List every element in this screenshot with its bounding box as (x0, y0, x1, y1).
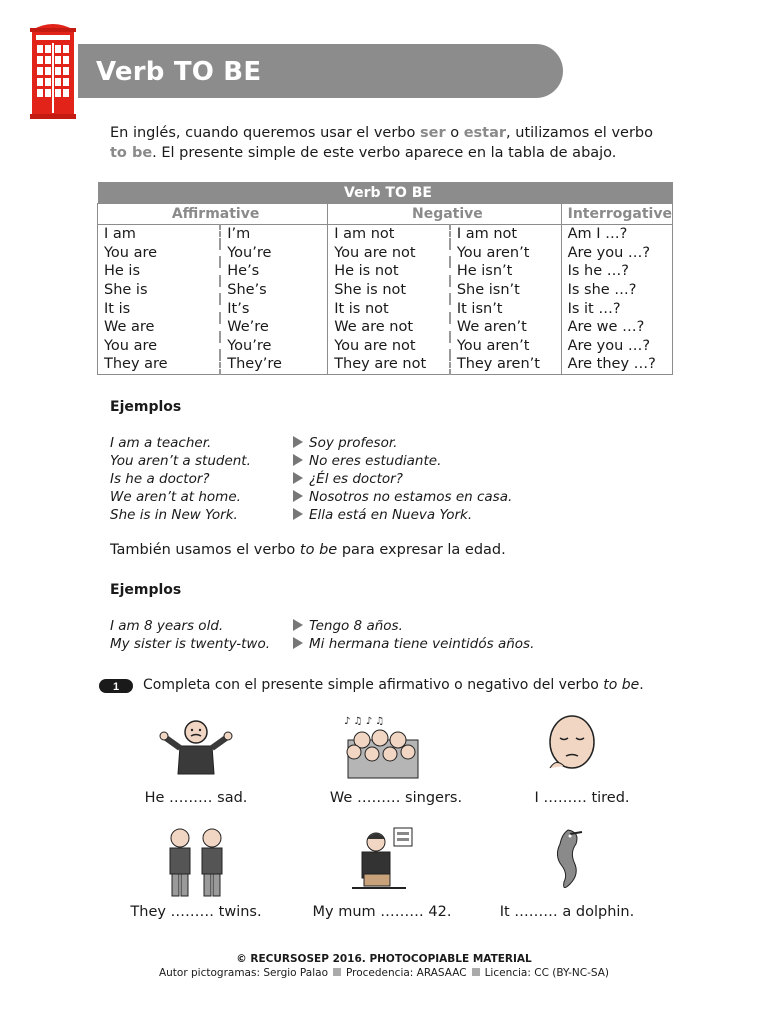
cell-interrogative: Are they …? (561, 355, 672, 374)
example-english: I am 8 years old. (110, 618, 224, 634)
cell-affirmative-short: You’re (220, 244, 327, 263)
verb-to-be-table (97, 182, 673, 375)
cell-negative-full: They are not (328, 355, 450, 374)
example-spanish-row (293, 488, 512, 506)
example-spanish-row (293, 635, 534, 653)
example-spanish: ¿Él es doctor? (309, 471, 403, 487)
cell-negative-short: She isn’t (450, 281, 561, 300)
example-spanish: No eres estudiante. (309, 453, 442, 469)
cell-negative-full: You are not (328, 244, 450, 263)
cell-interrogative: Is he …? (561, 262, 672, 281)
intro-text: En inglés, cuando queremos usar el verbo (110, 125, 420, 141)
credit-license: Licencia: CC (BY-NC-SA) (484, 967, 610, 979)
intro-text: . El presente simple de este verbo aparece en la tabla de abajo. (152, 145, 617, 161)
birthday-woman-icon (350, 826, 416, 894)
cell-affirmative-short: They’re (220, 355, 327, 374)
table-row (98, 225, 673, 244)
cell-negative-full: It is not (328, 299, 450, 318)
cell-affirmative-short: It’s (220, 299, 327, 318)
table-body (98, 225, 673, 375)
cell-affirmative-full: We are (98, 318, 221, 337)
table-row (98, 337, 673, 356)
cell-affirmative-full: She is (98, 281, 221, 300)
header-negative: Negative (328, 204, 561, 225)
exercise-caption: They ……… twins. (130, 904, 262, 920)
cell-negative-full: You are not (328, 337, 450, 356)
cell-negative-short: It isn’t (450, 299, 561, 318)
instruction-text: Completa con el presente simple afirmativo o negativo del verbo (143, 677, 604, 693)
cell-negative-short: I am not (450, 225, 561, 244)
cell-affirmative-short: I’m (220, 225, 327, 244)
tired-face-icon (540, 712, 604, 778)
copyright-line: © RECURSOSEP 2016. PHOTOCOPIABLE MATERIAL (236, 953, 532, 965)
example-english: She is in New York. (110, 507, 238, 523)
example-english: I am a teacher. (110, 435, 212, 451)
examples-heading: Ejemplos (110, 399, 182, 415)
sad-man-icon (158, 718, 234, 778)
cell-negative-full: I am not (328, 225, 450, 244)
cell-affirmative-full: It is (98, 299, 221, 318)
exercise-caption: We ……… singers. (329, 790, 463, 806)
cell-negative-full: We are not (328, 318, 450, 337)
cell-interrogative: Are we …? (561, 318, 672, 337)
example-spanish-row (293, 506, 472, 524)
age-note-text: También usamos el verbo (110, 542, 300, 558)
intro-text: o (445, 125, 464, 141)
example-spanish-row (293, 617, 403, 635)
cell-affirmative-full: He is (98, 262, 221, 281)
cell-affirmative-short: You’re (220, 337, 327, 356)
example-spanish-row (293, 434, 397, 452)
cell-affirmative-full: They are (98, 355, 221, 374)
table-row (98, 355, 673, 374)
instruction-text: . (639, 677, 644, 693)
cell-interrogative: Are you …? (561, 244, 672, 263)
header-affirmative: Affirmative (98, 204, 328, 225)
separator-square (333, 968, 341, 976)
twins-icon (162, 826, 232, 898)
exercise-instruction (143, 677, 644, 693)
cell-negative-short: You aren’t (450, 244, 561, 263)
cell-interrogative: Is she …? (561, 281, 672, 300)
exercise-number: 1 (112, 681, 120, 693)
instruction-verb: to be (603, 677, 640, 693)
separator-square (472, 968, 480, 976)
exercise-number-badge (99, 679, 133, 693)
table-row (98, 281, 673, 300)
page-title: Verb TO BE (96, 57, 262, 87)
cell-negative-full: She is not (328, 281, 450, 300)
arrow-right-icon (293, 472, 303, 484)
cell-affirmative-full: You are (98, 244, 221, 263)
intro-text: , utilizamos el verbo (506, 125, 653, 141)
table-row (98, 244, 673, 263)
table-row (98, 318, 673, 337)
examples-heading: Ejemplos (110, 582, 182, 598)
example-spanish: Tengo 8 años. (309, 618, 403, 634)
arrow-right-icon (293, 454, 303, 466)
credit-source: Procedencia: ARASAAC (346, 967, 467, 979)
keyword-to-be: to be (110, 145, 153, 161)
age-note (110, 542, 506, 558)
arrow-right-icon (293, 619, 303, 631)
cell-negative-short: They aren’t (450, 355, 561, 374)
cell-affirmative-short: We’re (220, 318, 327, 337)
exercise-caption: My mum ……… 42. (312, 904, 452, 920)
cell-interrogative: Is it …? (561, 299, 672, 318)
exercise-caption: It ……… a dolphin. (499, 904, 635, 920)
cell-interrogative: Am I …? (561, 225, 672, 244)
example-english: My sister is twenty-two. (110, 636, 271, 652)
table-row (98, 262, 673, 281)
example-english: We aren’t at home. (110, 489, 241, 505)
keyword-estar: estar (463, 125, 507, 141)
cell-affirmative-short: She’s (220, 281, 327, 300)
example-spanish-row (293, 452, 441, 470)
table-row (98, 299, 673, 318)
exercise-caption: I ……… tired. (534, 790, 630, 806)
cell-negative-short: You aren’t (450, 337, 561, 356)
cell-negative-short: We aren’t (450, 318, 561, 337)
credit-author: Autor pictogramas: Sergio Palao (158, 967, 328, 979)
table-title: Verb TO BE (98, 182, 673, 204)
intro-paragraph (110, 123, 670, 163)
keyword-ser: ser (419, 125, 446, 141)
credits-line (0, 967, 768, 979)
age-note-text: para expresar la edad. (337, 542, 506, 558)
arrow-right-icon (293, 490, 303, 502)
cell-affirmative-short: He’s (220, 262, 327, 281)
cell-negative-short: He isn’t (450, 262, 561, 281)
cell-negative-full: He is not (328, 262, 450, 281)
phone-booth-icon (28, 18, 78, 120)
arrow-right-icon (293, 436, 303, 448)
arrow-right-icon (293, 637, 303, 649)
example-spanish: Mi hermana tiene veintidós años. (309, 636, 535, 652)
arrow-right-icon (293, 508, 303, 520)
cell-affirmative-full: I am (98, 225, 221, 244)
cell-affirmative-full: You are (98, 337, 221, 356)
exercise-caption: He ……… sad. (144, 790, 248, 806)
age-note-verb: to be (299, 542, 338, 558)
example-spanish: Nosotros no estamos en casa. (309, 489, 513, 505)
example-spanish-row (293, 470, 403, 488)
svg-text:♪ ♫ ♪ ♫: ♪ ♫ ♪ ♫ (344, 716, 385, 727)
cell-interrogative: Are you …? (561, 337, 672, 356)
example-spanish: Soy profesor. (309, 435, 398, 451)
choir-singers-icon (342, 712, 422, 780)
example-english: You aren’t a student. (110, 453, 251, 469)
example-english: Is he a doctor? (110, 471, 210, 487)
example-spanish: Ella está en Nueva York. (309, 507, 473, 523)
seahorse-icon (546, 826, 586, 898)
header-interrogative: Interrogative (561, 204, 672, 225)
